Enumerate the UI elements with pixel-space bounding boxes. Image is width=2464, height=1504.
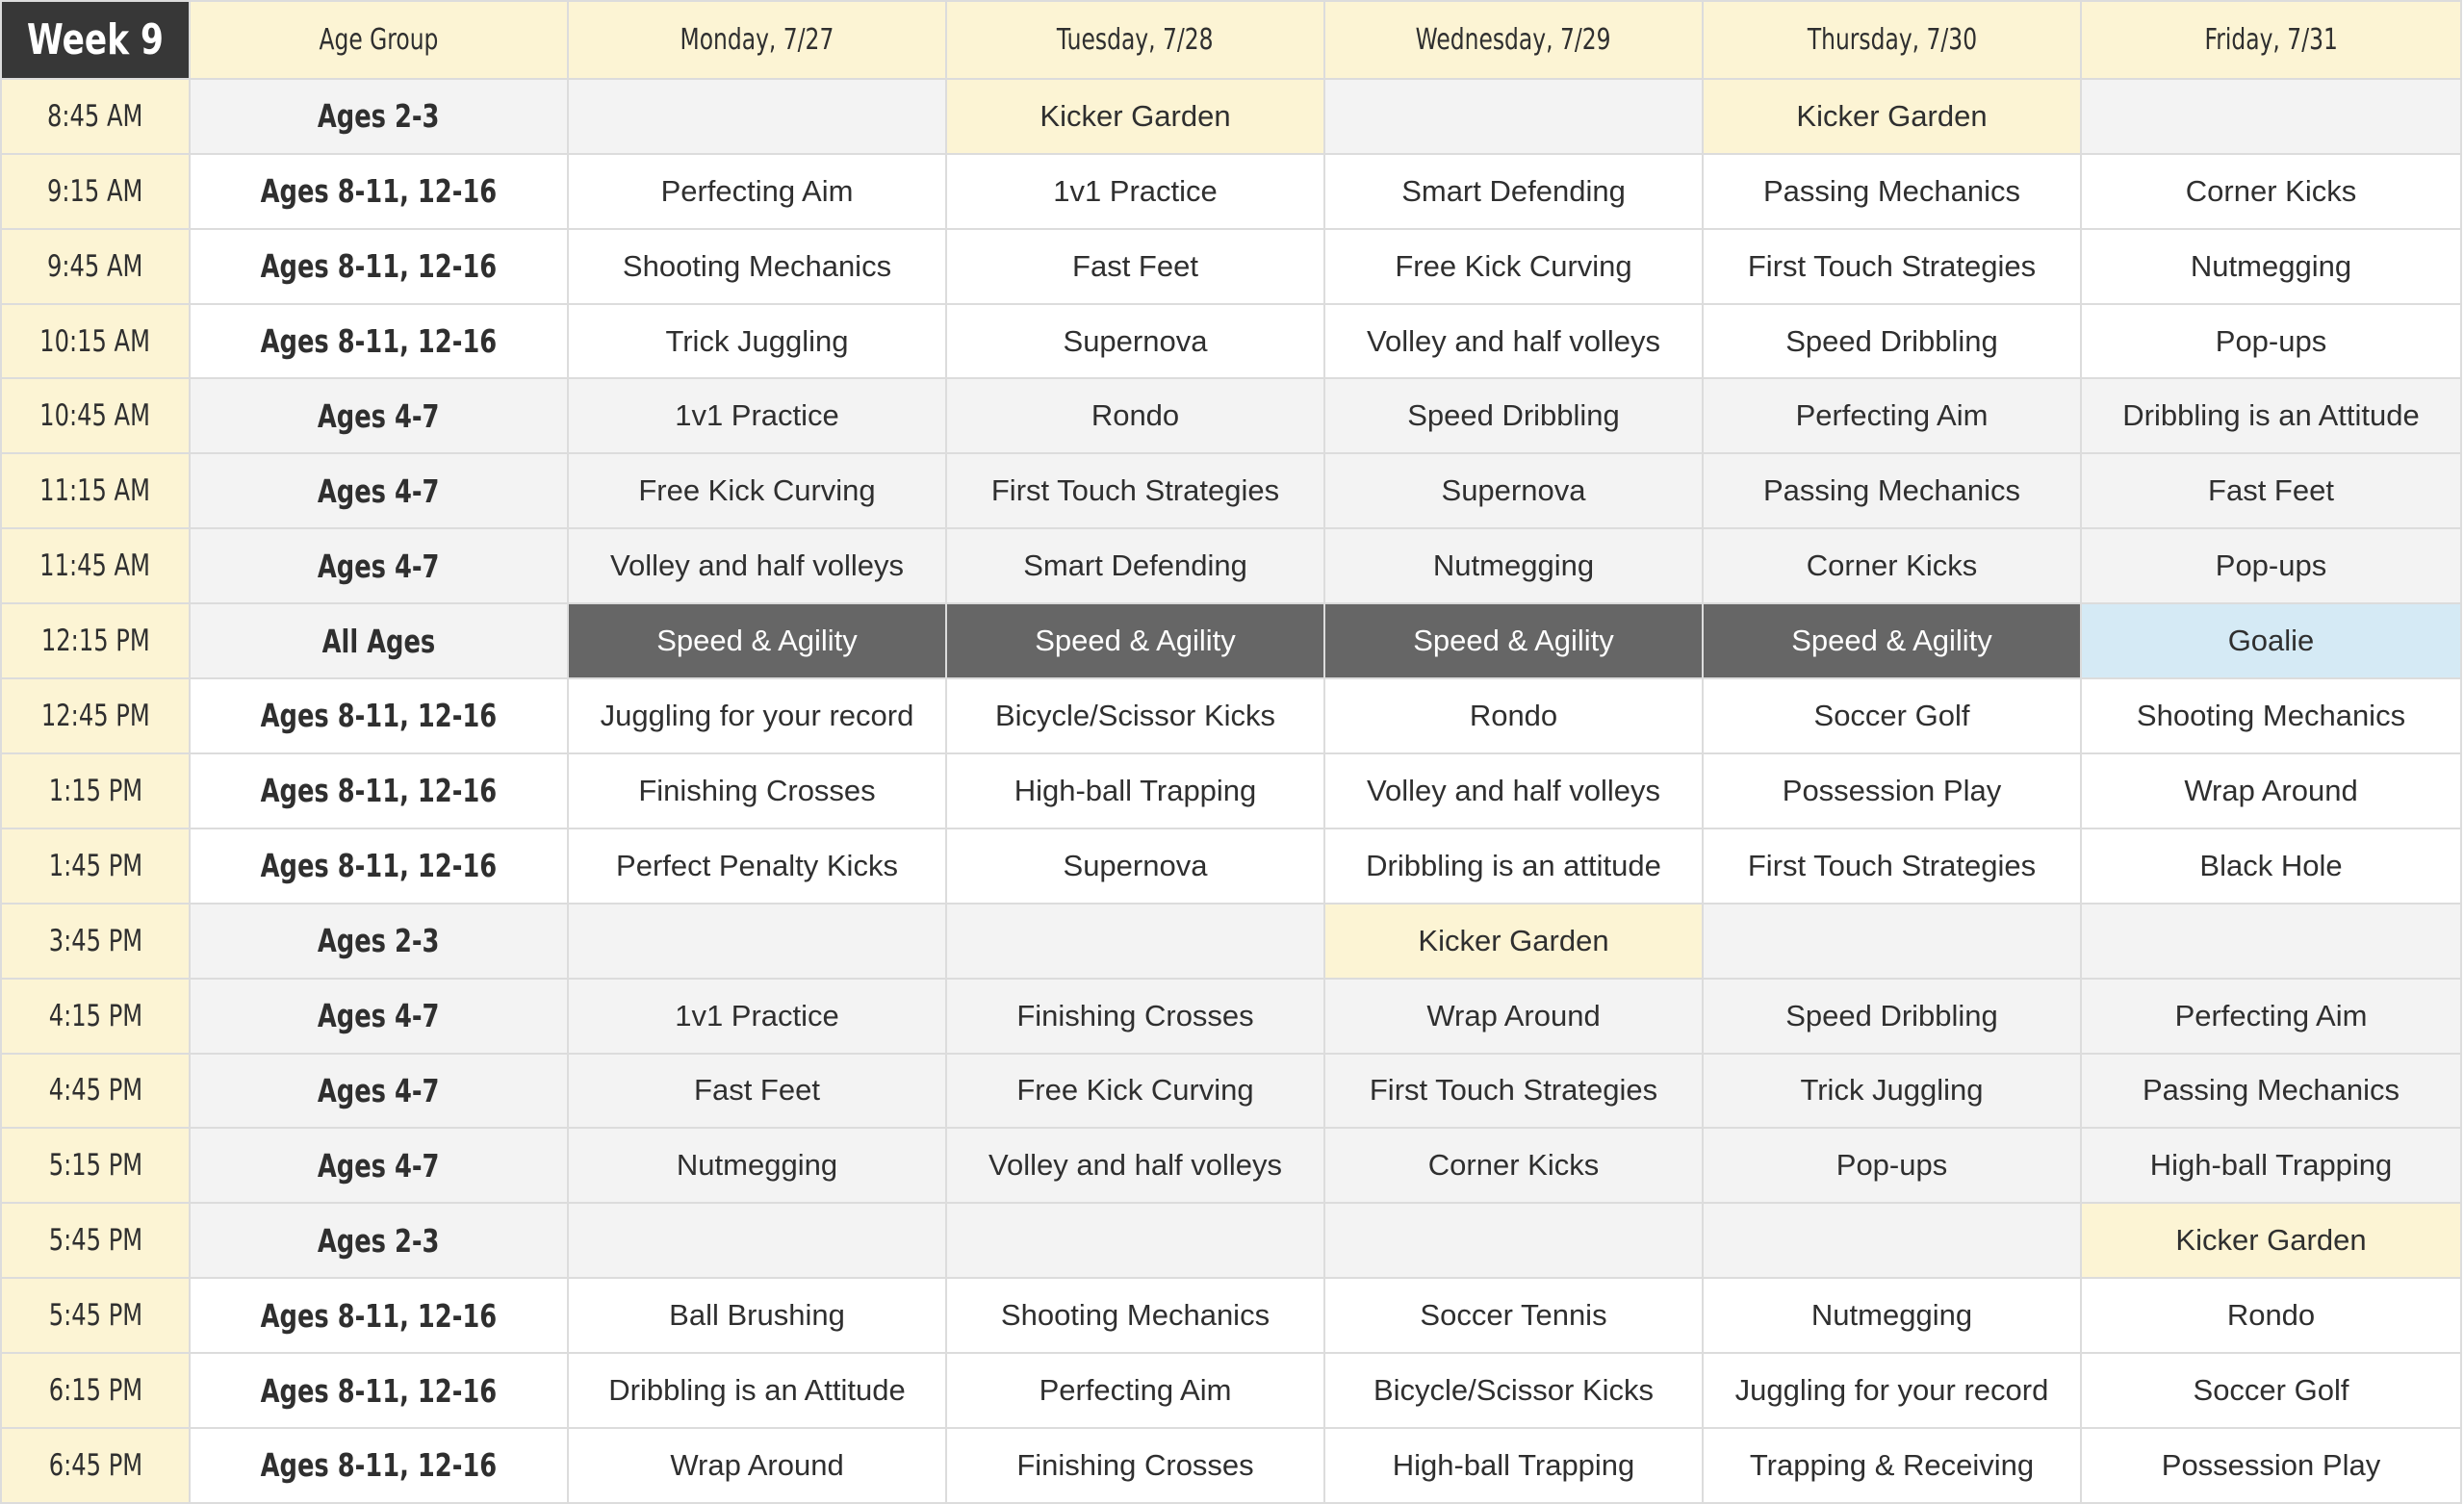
day-header-thursday: Thursday, 7/30 xyxy=(1703,1,2081,79)
table-row xyxy=(1,304,2461,379)
activity-cell: Nutmegging xyxy=(1703,1278,2081,1353)
activity-cell xyxy=(1324,79,1703,154)
schedule-body xyxy=(1,1,2461,1503)
table-row xyxy=(1,1278,2461,1353)
activity-cell: Fast Feet xyxy=(2081,453,2461,528)
time-cell: 10:15 AM xyxy=(1,304,190,379)
activity-cell: High-ball Trapping xyxy=(946,753,1324,828)
age-group-cell: Ages 4-7 xyxy=(190,1054,568,1129)
header-row xyxy=(1,1,2461,79)
activity-cell: Goalie xyxy=(2081,603,2461,678)
table-row xyxy=(1,154,2461,229)
activity-cell xyxy=(1324,1203,1703,1278)
table-row xyxy=(1,828,2461,904)
table-row xyxy=(1,753,2461,828)
age-group-cell: Ages 4-7 xyxy=(190,1128,568,1203)
activity-cell: Nutmegging xyxy=(568,1128,946,1203)
time-cell: 4:15 PM xyxy=(1,979,190,1054)
time-cell: 3:45 PM xyxy=(1,904,190,979)
activity-cell: Dribbling is an Attitude xyxy=(568,1353,946,1428)
table-row xyxy=(1,453,2461,528)
activity-cell xyxy=(568,79,946,154)
table-row xyxy=(1,79,2461,154)
table-row xyxy=(1,1128,2461,1203)
activity-cell: Soccer Tennis xyxy=(1324,1278,1703,1353)
activity-cell: Speed Dribbling xyxy=(1324,378,1703,453)
day-header-monday: Monday, 7/27 xyxy=(568,1,946,79)
age-group-cell: Ages 2-3 xyxy=(190,1203,568,1278)
table-row xyxy=(1,1353,2461,1428)
activity-cell: Speed & Agility xyxy=(1703,603,2081,678)
activity-cell: Nutmegging xyxy=(1324,528,1703,603)
activity-cell: 1v1 Practice xyxy=(568,378,946,453)
activity-cell: Possession Play xyxy=(1703,753,2081,828)
activity-cell: High-ball Trapping xyxy=(1324,1428,1703,1503)
time-cell: 6:15 PM xyxy=(1,1353,190,1428)
activity-cell: Wrap Around xyxy=(2081,753,2461,828)
activity-cell: Shooting Mechanics xyxy=(946,1278,1324,1353)
time-cell: 9:15 AM xyxy=(1,154,190,229)
activity-cell xyxy=(568,1203,946,1278)
activity-cell: Dribbling is an Attitude xyxy=(2081,378,2461,453)
age-group-cell: Ages 8-11, 12-16 xyxy=(190,304,568,379)
activity-cell: Juggling for your record xyxy=(1703,1353,2081,1428)
activity-cell: Supernova xyxy=(946,304,1324,379)
activity-cell: Rondo xyxy=(2081,1278,2461,1353)
age-group-cell: Ages 8-11, 12-16 xyxy=(190,229,568,304)
activity-cell: Perfect Penalty Kicks xyxy=(568,828,946,904)
time-cell: 11:15 AM xyxy=(1,453,190,528)
activity-cell: Bicycle/Scissor Kicks xyxy=(1324,1353,1703,1428)
activity-cell: Ball Brushing xyxy=(568,1278,946,1353)
activity-cell: Free Kick Curving xyxy=(946,1054,1324,1129)
activity-cell: Shooting Mechanics xyxy=(568,229,946,304)
age-group-cell: Ages 8-11, 12-16 xyxy=(190,154,568,229)
activity-cell: Kicker Garden xyxy=(2081,1203,2461,1278)
activity-cell: Smart Defending xyxy=(1324,154,1703,229)
activity-cell: First Touch Strategies xyxy=(946,453,1324,528)
activity-cell: Rondo xyxy=(1324,678,1703,753)
age-group-cell: Ages 4-7 xyxy=(190,979,568,1054)
activity-cell xyxy=(2081,904,2461,979)
age-group-cell: Ages 2-3 xyxy=(190,79,568,154)
activity-cell: First Touch Strategies xyxy=(1324,1054,1703,1129)
activity-cell: Smart Defending xyxy=(946,528,1324,603)
activity-cell: High-ball Trapping xyxy=(2081,1128,2461,1203)
activity-cell: Volley and half volleys xyxy=(1324,304,1703,379)
age-group-cell: Ages 4-7 xyxy=(190,453,568,528)
activity-cell xyxy=(1703,904,2081,979)
activity-cell: Corner Kicks xyxy=(1324,1128,1703,1203)
table-row xyxy=(1,678,2461,753)
activity-cell: Soccer Golf xyxy=(2081,1353,2461,1428)
activity-cell: Volley and half volleys xyxy=(1324,753,1703,828)
table-row xyxy=(1,378,2461,453)
table-row xyxy=(1,904,2461,979)
activity-cell: Fast Feet xyxy=(946,229,1324,304)
activity-cell: Bicycle/Scissor Kicks xyxy=(946,678,1324,753)
activity-cell: Free Kick Curving xyxy=(568,453,946,528)
activity-cell: Speed Dribbling xyxy=(1703,304,2081,379)
activity-cell: Shooting Mechanics xyxy=(2081,678,2461,753)
table-row xyxy=(1,528,2461,603)
table-row xyxy=(1,1428,2461,1503)
activity-cell: 1v1 Practice xyxy=(946,154,1324,229)
activity-cell: Passing Mechanics xyxy=(2081,1054,2461,1129)
age-group-cell: All Ages xyxy=(190,603,568,678)
time-cell: 9:45 AM xyxy=(1,229,190,304)
activity-cell: Volley and half volleys xyxy=(568,528,946,603)
activity-cell: Perfecting Aim xyxy=(1703,378,2081,453)
activity-cell: Wrap Around xyxy=(568,1428,946,1503)
activity-cell: Kicker Garden xyxy=(946,79,1324,154)
age-group-cell: Ages 4-7 xyxy=(190,528,568,603)
activity-cell: First Touch Strategies xyxy=(1703,828,2081,904)
table-row xyxy=(1,603,2461,678)
age-group-cell: Ages 8-11, 12-16 xyxy=(190,828,568,904)
age-group-header: Age Group xyxy=(190,1,568,79)
activity-cell: Black Hole xyxy=(2081,828,2461,904)
activity-cell: Wrap Around xyxy=(1324,979,1703,1054)
activity-cell: Juggling for your record xyxy=(568,678,946,753)
time-cell: 5:45 PM xyxy=(1,1203,190,1278)
activity-cell: Pop-ups xyxy=(1703,1128,2081,1203)
age-group-cell: Ages 8-11, 12-16 xyxy=(190,753,568,828)
activity-cell xyxy=(946,1203,1324,1278)
activity-cell: Speed & Agility xyxy=(1324,603,1703,678)
time-cell: 10:45 AM xyxy=(1,378,190,453)
week-label: Week 9 xyxy=(1,1,190,79)
activity-cell: Dribbling is an attitude xyxy=(1324,828,1703,904)
time-cell: 5:15 PM xyxy=(1,1128,190,1203)
activity-cell: Passing Mechanics xyxy=(1703,154,2081,229)
activity-cell: Kicker Garden xyxy=(1703,79,2081,154)
activity-cell: 1v1 Practice xyxy=(568,979,946,1054)
time-cell: 12:15 PM xyxy=(1,603,190,678)
age-group-cell: Ages 8-11, 12-16 xyxy=(190,1278,568,1353)
table-row xyxy=(1,979,2461,1054)
activity-cell xyxy=(568,904,946,979)
activity-cell xyxy=(946,904,1324,979)
time-cell: 1:15 PM xyxy=(1,753,190,828)
activity-cell: Perfecting Aim xyxy=(946,1353,1324,1428)
time-cell: 8:45 AM xyxy=(1,79,190,154)
age-group-cell: Ages 4-7 xyxy=(190,378,568,453)
time-cell: 11:45 AM xyxy=(1,528,190,603)
age-group-cell: Ages 8-11, 12-16 xyxy=(190,1428,568,1503)
activity-cell xyxy=(1703,1203,2081,1278)
time-cell: 1:45 PM xyxy=(1,828,190,904)
activity-cell: Corner Kicks xyxy=(2081,154,2461,229)
activity-cell: Soccer Golf xyxy=(1703,678,2081,753)
activity-cell: Volley and half volleys xyxy=(946,1128,1324,1203)
activity-cell: Supernova xyxy=(1324,453,1703,528)
day-header-tuesday: Tuesday, 7/28 xyxy=(946,1,1324,79)
activity-cell: Finishing Crosses xyxy=(568,753,946,828)
table-row xyxy=(1,1054,2461,1129)
day-header-friday: Friday, 7/31 xyxy=(2081,1,2461,79)
activity-cell: Pop-ups xyxy=(2081,528,2461,603)
activity-cell xyxy=(2081,79,2461,154)
table-row xyxy=(1,229,2461,304)
activity-cell: Supernova xyxy=(946,828,1324,904)
activity-cell: Possession Play xyxy=(2081,1428,2461,1503)
activity-cell: Kicker Garden xyxy=(1324,904,1703,979)
activity-cell: Trapping & Receiving xyxy=(1703,1428,2081,1503)
activity-cell: Pop-ups xyxy=(2081,304,2461,379)
activity-cell: Passing Mechanics xyxy=(1703,453,2081,528)
activity-cell: Fast Feet xyxy=(568,1054,946,1129)
activity-cell: Corner Kicks xyxy=(1703,528,2081,603)
activity-cell: Speed & Agility xyxy=(946,603,1324,678)
time-cell: 12:45 PM xyxy=(1,678,190,753)
age-group-cell: Ages 8-11, 12-16 xyxy=(190,678,568,753)
table-row xyxy=(1,1203,2461,1278)
activity-cell: Finishing Crosses xyxy=(946,979,1324,1054)
time-cell: 5:45 PM xyxy=(1,1278,190,1353)
activity-cell: Finishing Crosses xyxy=(946,1428,1324,1503)
activity-cell: Speed & Agility xyxy=(568,603,946,678)
time-cell: 6:45 PM xyxy=(1,1428,190,1503)
time-cell: 4:45 PM xyxy=(1,1054,190,1129)
activity-cell: Free Kick Curving xyxy=(1324,229,1703,304)
activity-cell: Rondo xyxy=(946,378,1324,453)
activity-cell: Speed Dribbling xyxy=(1703,979,2081,1054)
day-header-wednesday: Wednesday, 7/29 xyxy=(1324,1,1703,79)
activity-cell: Nutmegging xyxy=(2081,229,2461,304)
activity-cell: First Touch Strategies xyxy=(1703,229,2081,304)
activity-cell: Perfecting Aim xyxy=(2081,979,2461,1054)
activity-cell: Trick Juggling xyxy=(568,304,946,379)
age-group-cell: Ages 2-3 xyxy=(190,904,568,979)
age-group-cell: Ages 8-11, 12-16 xyxy=(190,1353,568,1428)
activity-cell: Trick Juggling xyxy=(1703,1054,2081,1129)
activity-cell: Perfecting Aim xyxy=(568,154,946,229)
